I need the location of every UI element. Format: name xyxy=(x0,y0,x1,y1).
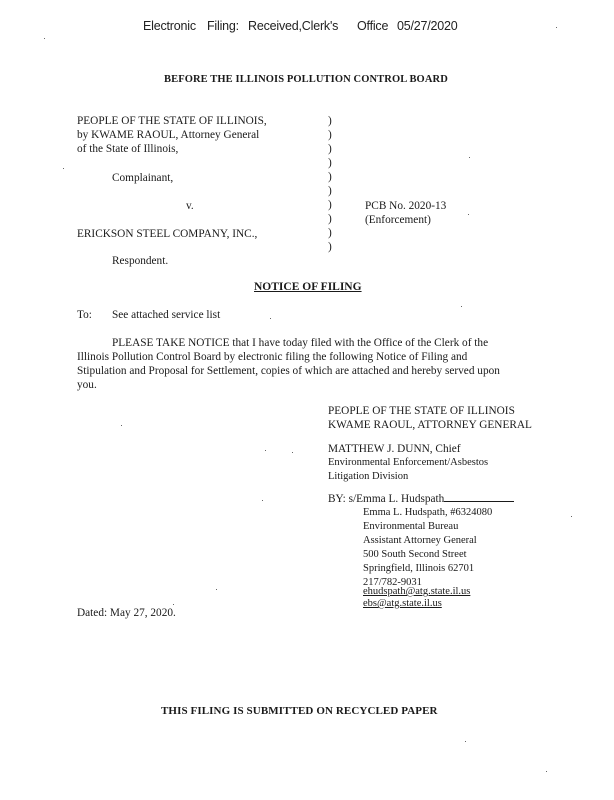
scan-speck xyxy=(469,157,470,158)
to-label: To: xyxy=(77,309,92,321)
paren: ) xyxy=(328,129,332,141)
scan-speck xyxy=(546,771,547,772)
recycled-paper-footer: THIS FILING IS SUBMITTED ON RECYCLED PAPER xyxy=(161,705,438,717)
scan-speck xyxy=(465,741,466,742)
stamp-electronic: Electronic xyxy=(143,19,196,33)
scan-speck xyxy=(216,589,217,590)
sig-title: Assistant Attorney General xyxy=(363,535,477,546)
paren: ) xyxy=(328,199,332,211)
sig-by-row xyxy=(328,492,514,506)
scan-speck xyxy=(468,214,469,215)
sig-street: 500 South Second Street xyxy=(363,549,467,560)
plaintiff-line-2: by KWAME RAOUL, Attorney General xyxy=(77,129,260,141)
sig-by-signature: s/Emma L. Hudspath xyxy=(348,493,445,505)
notice-heading: NOTICE OF FILING xyxy=(254,281,362,293)
paren: ) xyxy=(328,115,332,127)
stamp-filing: Filing: xyxy=(207,19,239,33)
paren: ) xyxy=(328,241,332,253)
paren: ) xyxy=(328,143,332,155)
case-number: PCB No. 2020-13 xyxy=(365,200,447,212)
scan-speck xyxy=(292,452,293,453)
plaintiff-line-1: PEOPLE OF THE STATE OF ILLINOIS, xyxy=(77,115,267,127)
scan-speck xyxy=(461,306,462,307)
body-line-1: PLEASE TAKE NOTICE that I have today filed with the Office of the Clerk of the xyxy=(112,337,489,349)
sig-org-line-2: KWAME RAOUL, ATTORNEY GENERAL xyxy=(328,419,532,431)
scan-speck xyxy=(121,425,122,426)
dated-line: Dated: May 27, 2020. xyxy=(77,607,176,619)
sig-name: Emma L. Hudspath, #6324080 xyxy=(363,507,493,518)
stamp-received: Received,Clerk's xyxy=(248,19,339,33)
signature-line xyxy=(444,501,514,502)
complainant-label: Complainant, xyxy=(112,172,174,184)
body-line-3: Stipulation and Proposal for Settlement, copies of which are attached and hereby served upon xyxy=(77,365,500,377)
caption-divider xyxy=(328,114,332,254)
sig-email-2[interactable]: ebs@atg.state.il.us xyxy=(363,598,442,609)
paren: ) xyxy=(328,227,332,239)
scan-speck xyxy=(173,604,174,605)
versus-label: v. xyxy=(186,200,194,212)
paren: ) xyxy=(328,213,332,225)
stamp-date: 05/27/2020 xyxy=(397,19,458,33)
to-value: See attached service list xyxy=(112,309,221,321)
sig-org-line-1: PEOPLE OF THE STATE OF ILLINOIS xyxy=(328,405,515,417)
sig-bureau: Environmental Bureau xyxy=(363,521,459,532)
scan-speck xyxy=(63,168,64,169)
plaintiff-line-3: of the State of Illinois, xyxy=(77,143,179,155)
board-title: BEFORE THE ILLINOIS POLLUTION CONTROL BOARD xyxy=(164,74,448,85)
case-type: (Enforcement) xyxy=(365,214,431,226)
sig-city: Springfield, Illinois 62701 xyxy=(363,563,475,574)
body-line-4: you. xyxy=(77,379,97,391)
stamp-office: Office xyxy=(357,19,389,33)
body-line-2: Illinois Pollution Control Board by electronic filing the following Notice of Filing and xyxy=(77,351,468,363)
scan-speck xyxy=(556,27,557,28)
sig-chief-line-3: Litigation Division xyxy=(328,471,409,482)
sig-chief-line-2: Environmental Enforcement/Asbestos xyxy=(328,457,489,468)
scan-speck xyxy=(265,450,266,451)
defendant-name: ERICKSON STEEL COMPANY, INC., xyxy=(77,228,258,240)
sig-chief-line-1: MATTHEW J. DUNN, Chief xyxy=(328,443,461,455)
paren: ) xyxy=(328,171,332,183)
scan-speck xyxy=(270,318,271,319)
scan-speck xyxy=(44,38,45,39)
paren: ) xyxy=(328,157,332,169)
scan-speck xyxy=(571,516,572,517)
sig-email-1[interactable]: ehudspath@atg.state.il.us xyxy=(363,586,471,597)
sig-phone: 217/782-9031 xyxy=(363,577,422,588)
scan-speck xyxy=(262,500,263,501)
respondent-label: Respondent. xyxy=(112,255,169,267)
paren: ) xyxy=(328,185,332,197)
sig-by-label: BY: xyxy=(328,493,346,505)
